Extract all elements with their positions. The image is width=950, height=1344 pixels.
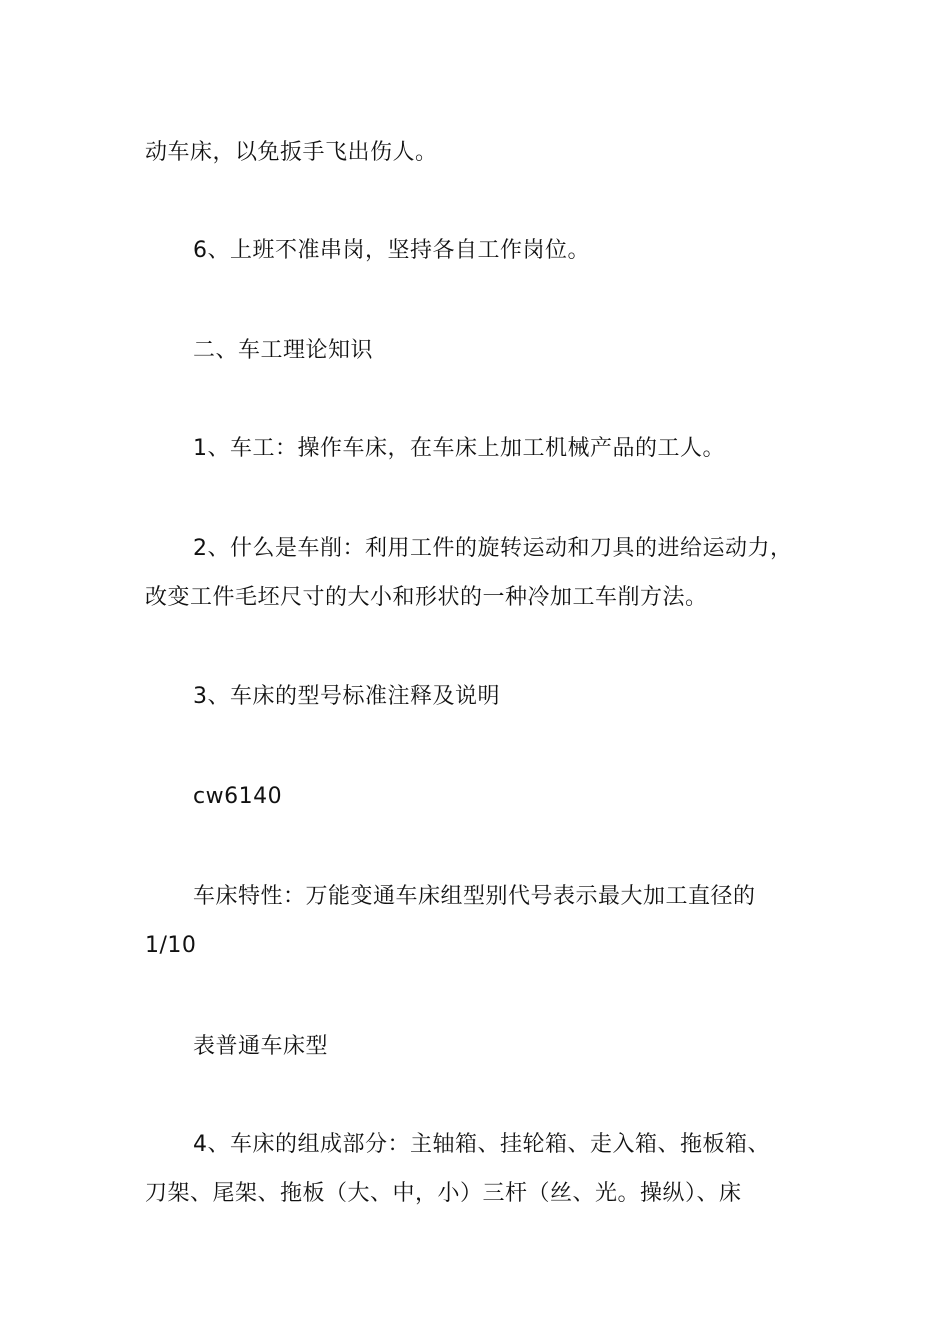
paragraph-rule-6: [145, 226, 825, 275]
paragraph-item-4: [145, 1120, 825, 1218]
paragraph-item-1: [145, 424, 825, 473]
text-line: 3、车床的型号标准注释及说明: [193, 684, 500, 709]
text-line: 动车床，以免扳手飞出伤人。: [145, 140, 438, 165]
text-line: 改变工件毛坯尺寸的大小和形状的一种冷加工车削方法。: [145, 585, 708, 610]
text-line: 4、车床的组成部分：主轴箱、挂轮箱、走入箱、拖板箱、: [193, 1132, 770, 1157]
text-line: 6、上班不准串岗，坚持各自工作岗位。: [193, 238, 590, 263]
text-line: 2、什么是车削：利用工件的旋转运动和刀具的进给运动力，: [193, 536, 793, 561]
text-line: 刀架、尾架、拖板（大、中，小）三杆（丝、光。操纵）、床: [145, 1181, 742, 1206]
paragraph-item-2: [145, 524, 825, 622]
paragraph-lathe-type: [145, 1022, 825, 1071]
paragraph-lathe-features: [145, 872, 825, 970]
paragraph-lathe-start-warning: [145, 128, 825, 177]
text-line: 1/10: [145, 933, 197, 958]
section-heading-theory: [145, 326, 825, 375]
text-line: 1、车工：操作车床，在车床上加工机械产品的工人。: [193, 436, 725, 461]
paragraph-model-code: [145, 772, 825, 821]
text-line: 车床特性：万能变通车床组型别代号表示最大加工直径的: [193, 884, 756, 909]
text-line: 二、车工理论知识: [193, 338, 374, 363]
text-line: 表普通车床型: [193, 1034, 329, 1059]
text-line: cw6140: [193, 784, 283, 809]
paragraph-item-3: [145, 672, 825, 721]
